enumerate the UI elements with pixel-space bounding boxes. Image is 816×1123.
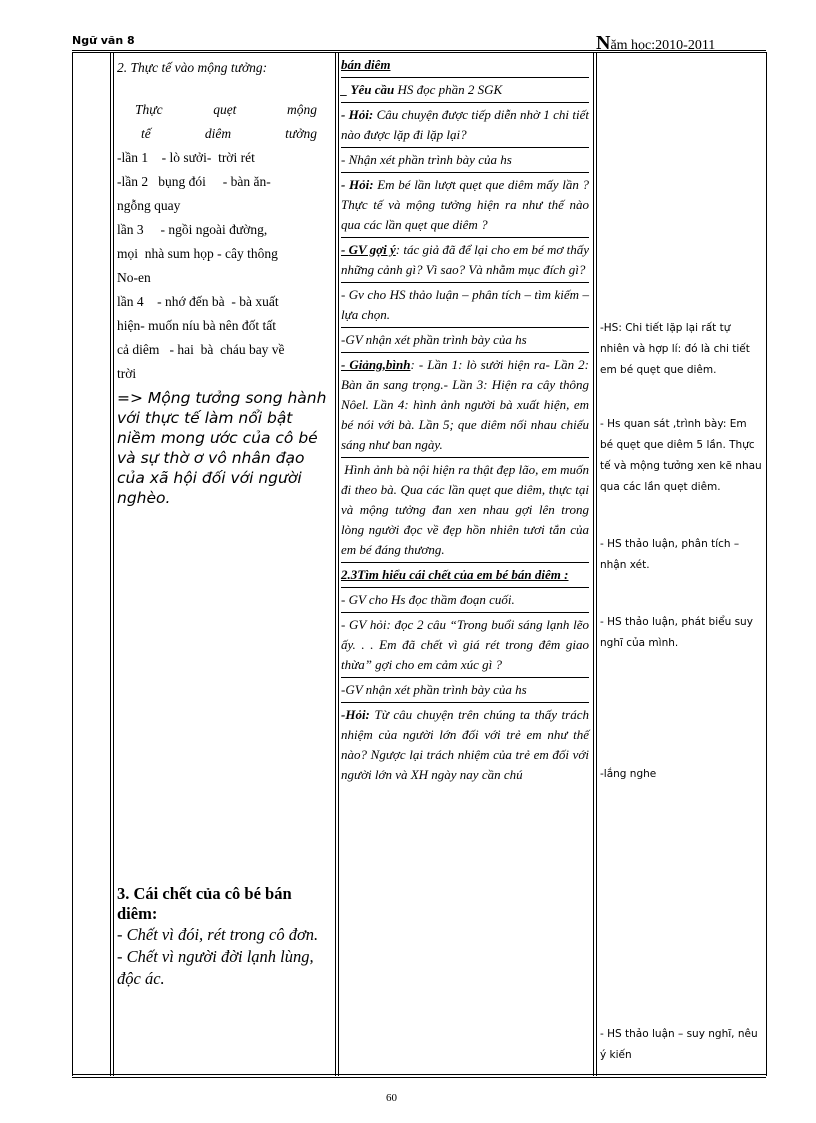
activity-label: - GV gợi ý [341,242,396,257]
section2-conclusion: => Mộng tưởng song hành với thực tế làm nổi bật niềm mong ước của cô bé và sự thờ ơ vô nhân đạo của xã hội đối với người nghèo. [117,389,327,507]
activity-text: : tác giả đã để lại cho em bé mơ thấy những cảnh gì? Vì sao? Và nhằm mục đích gì? [341,242,589,277]
list-item: lần 4 - nhớ đến bà - bà xuất [117,294,279,309]
activity-block [341,80,589,103]
activity-block: - Gv cho HS thảo luận – phân tích – tìm kiếm – lựa chọn. [341,285,589,328]
activity-block: -GV nhận xét phần trình bày của hs [341,330,589,353]
table-head-cell: mộng [287,102,317,117]
table-right-border [766,52,767,1076]
year-text: ăm học:2010-2011 [610,38,716,53]
student-note: - HS thảo luận – suy nghĩ, nêu ý kiến [600,1028,758,1061]
table-bottom-border [72,1074,766,1075]
table-top-border-2 [72,52,766,53]
list-item: trời [117,366,137,381]
activity-block [341,240,589,283]
list-item: hiện- muốn níu bà nên đốt tất [117,318,276,333]
table-head-cell: Thực [135,102,163,117]
table-head-row-2 [117,122,331,146]
list-item: lần 3 - ngồi ngoài đường, [117,222,268,237]
table-col-divider-1b [113,52,114,1076]
activity-text: Em bé lần lượt quẹt que diêm mấy lần ? Thực tế và mộng tưởng hiện ra như thế nào qua các lần quẹt que diêm ? [341,177,589,232]
year-initial: N [596,32,611,54]
table-col-divider-3b [596,52,597,1076]
activity-block: -GV nhận xét phần trình bày của hs [341,680,589,703]
student-note: - HS thảo luận, phân tích – nhận xét. [600,538,740,571]
table-col-divider-2b [338,52,339,1076]
section2-title: 2. Thực tế vào mộng tưởng: [117,60,268,75]
activity-block: - Nhận xét phần trình bày của hs [341,150,589,173]
activity-text: Từ câu chuyện trên chúng ta thấy trách nhiệm của người lớn đối với trẻ em như thế nào? Ngược lại trách nhiệm của trẻ em đối với người lớn và XH ngày nay cần chú [341,707,589,782]
activity-block: bán diêm [341,55,589,78]
activity-label: - Hỏi: [341,107,374,122]
activity-block: Hình ảnh bà nội hiện ra thật đẹp lão, em muốn đi theo bà. Qua các lần quẹt que diêm, thực tại và mộng tưởng đan xen nhau gợi lên trong lòng người đọc về đẹp hồn nhiên tươi tắn của em bé đáng thương. [341,460,589,563]
list-item: No-en [117,270,151,285]
activity-label: - Giảng,bình [341,357,411,372]
activity-text: : - Lần 1: lò sưởi hiện ra- Lần 2: Bàn ăn sang trọng.- Lần 3: Hiện ra cây thông Nôel. Lần 4: hình ảnh người bà xuất hiện, em bé nói với bà. Lần 5; que diêm nối nhau chiếu sáng như ban ngày. [341,357,590,452]
student-note: -HS: Chi tiết lặp lại rất tự nhiên và hợp lí: đó là chi tiết em bé quẹt que diêm. [600,322,750,376]
page-header-subject: Ngữ văn 8 [72,34,135,47]
activity-block [341,175,589,238]
table-head-row-1 [117,98,331,122]
student-note: - Hs quan sát ,trình bày: Em bé quẹt que diêm 5 lần. Thực tế và mộng tưởng xen kẽ nhau qua các lần quẹt diêm. [600,418,762,493]
activity-label: -Hỏi: [341,707,370,722]
table-col-divider-1 [110,52,111,1076]
activity-text: Câu chuyện được tiếp diễn nhờ 1 chi tiết nào được lặp đi lặp lại? [341,107,589,142]
list-item: -lần 2 bụng đói - bàn ăn- [117,174,271,189]
activity-block: - GV hỏi: đọc 2 câu “Trong buổi sáng lạnh lẽo ấy. . . Em đã chết vì giá rét trong đêm giao thừa” gợi cho em cảm xúc gì ? [341,615,589,678]
table-head-cell: tế [141,126,151,141]
page-number: 60 [386,1092,397,1104]
activity-label: - Hỏi: [341,177,374,192]
table-left-border [72,52,73,1076]
list-item: -lần 1 - lò sưởi- trời rét [117,150,255,165]
table-bottom-border-2 [72,1077,766,1078]
section3-point: - Chết vì đói, rét trong cô đơn. [117,925,319,944]
content-column [117,56,331,988]
table-head-cell: diêm [204,126,232,141]
section3-point: - Chết vì người đời lạnh lùng, độc ác. [117,947,314,988]
activities-column [341,55,593,789]
student-note: - HS thảo luận, phát biểu suy nghĩ của mình. [600,616,753,649]
table-head-cell: quẹt [213,102,237,117]
activity-block [341,705,589,787]
student-note: -lắng nghe [600,768,657,780]
activity-label: _ Yêu cầu [341,82,395,97]
table-col-divider-2 [335,52,336,1076]
table-head-cell: tưởng [285,126,317,141]
table-col-divider-3 [593,52,594,1076]
section3-title: 3. Cái chết của cô bé bán diêm: [117,884,292,923]
section3 [117,884,331,990]
table-top-border [72,50,766,51]
list-item: cả diêm - hai bà cháu bay về [117,342,285,357]
activity-heading: 2.3Tìm hiểu cái chết của em bé bán diêm : [341,565,589,588]
activity-block [341,105,589,148]
activity-text: HS đọc phần 2 SGK [394,82,503,97]
activity-block: - GV cho Hs đọc thầm đoạn cuối. [341,590,589,613]
list-item: ngỗng quay [117,198,181,213]
list-item: mọi nhà sum họp - cây thông [117,246,278,261]
activity-block [341,355,589,458]
